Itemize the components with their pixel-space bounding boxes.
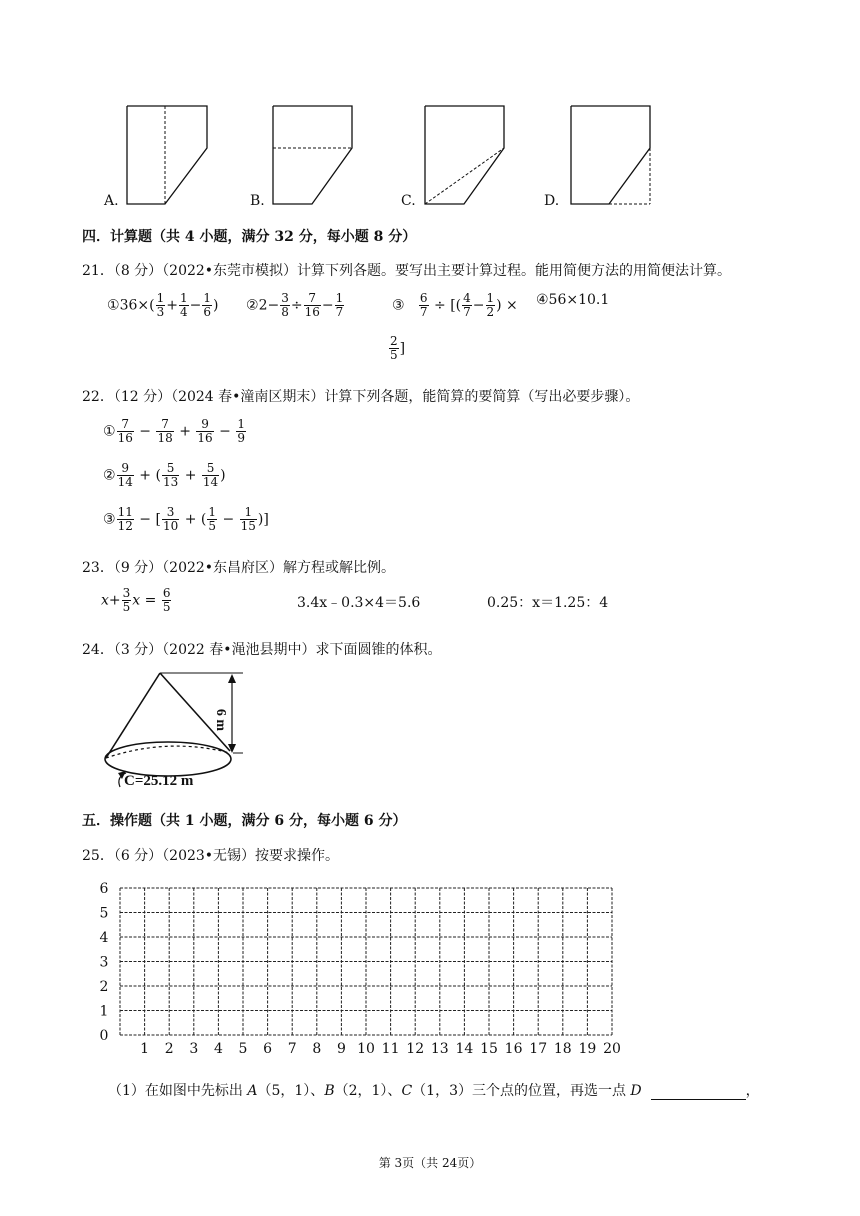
cone-height-label: 6 m (213, 708, 229, 732)
y-tick-label: 2 (99, 979, 109, 995)
x-tick-label: 15 (480, 1041, 498, 1057)
figure-a (127, 106, 207, 204)
coordinate-grid (98, 875, 628, 1060)
x-tick-label: 13 (430, 1041, 449, 1057)
figure-c (425, 106, 504, 204)
q21-expr-1: ①36×( $\frac{1}{3}$ + $\frac{1}{4}$ − $\frac{1}{6}$ ) (107, 291, 219, 319)
q21-stem: 21．（8 分）（2022•东莞市模拟）计算下列各题。要写出主要计算过程。能用简便方法的用简便法计算。 (82, 263, 732, 279)
page-footer: 第 3页（共 24页） (378, 1156, 482, 1170)
q21-expr-3: ③ $\frac{6}{7}$ ÷ [( $\frac{4}{7}$ − $\frac{1}{2}$ ) × (392, 291, 518, 319)
q23-eq-3: 0.25：x＝1.25：4 (487, 595, 609, 611)
x-tick-label: 4 (213, 1041, 223, 1057)
y-tick-label: 1 (99, 1003, 109, 1020)
fold-figures (95, 100, 675, 215)
x-tick-label: 7 (287, 1041, 297, 1057)
x-tick-label: 17 (529, 1041, 548, 1057)
y-tick-label: 0 (99, 1028, 109, 1044)
option-d-label: D. (544, 193, 560, 209)
figure-d (571, 106, 650, 204)
x-tick-label: 19 (578, 1041, 597, 1057)
option-a-label: A. (104, 193, 119, 209)
x-tick-label: 12 (406, 1041, 425, 1057)
x-tick-label: 6 (263, 1041, 273, 1057)
q23-eq-1: x+ $\frac{3}{5}$ x = $\frac{6}{5}$ (101, 586, 171, 614)
x-tick-label: 8 (312, 1041, 322, 1057)
x-tick-label: 2 (164, 1041, 174, 1057)
option-c-label: C. (401, 193, 416, 209)
q24-stem: 24．（3 分）（2022 春•渑池县期中）求下面圆锥的体积。 (82, 642, 442, 658)
q23-stem: 23．（9 分）（2022•东昌府区）解方程或解比例。 (82, 560, 396, 576)
x-tick-label: 16 (504, 1041, 523, 1057)
q22-expr-2: ② $\frac{9}{14}$ + ( $\frac{5}{13}$ + $\frac{5}{14}$ ) (103, 461, 226, 489)
option-b-label: B. (250, 193, 265, 209)
q21-expr-4: ④56×10.1 (536, 292, 610, 308)
x-tick-label: 11 (381, 1041, 400, 1057)
q25-stem: 25．（6 分）（2023•无锡）按要求操作。 (82, 848, 340, 864)
y-tick-label: 6 (99, 881, 109, 897)
q25-part-1: （1）在如图中先标出 A（5，1）、B（2，1）、C（1，3）三个点的位置，再选一点 D ， (108, 1083, 760, 1099)
y-tick-label: 5 (99, 905, 109, 922)
answer-blank-d[interactable] (651, 1085, 746, 1100)
x-tick-label: 9 (336, 1041, 346, 1057)
q22-expr-3: ③ $\frac{11}{12}$ − [ $\frac{3}{10}$ + ( $\frac{1}{5}$ − $\frac{1}{15}$ )] (103, 505, 269, 533)
q23-eq-2: 3.4x﹣0.3×4＝5.6 (297, 595, 421, 611)
cone-height-label-wrap (213, 697, 243, 747)
x-tick-label: 1 (140, 1041, 150, 1057)
x-tick-label: 5 (238, 1041, 248, 1057)
x-tick-label: 10 (357, 1041, 375, 1057)
x-tick-label: 3 (189, 1041, 199, 1057)
q22-stem: 22．（12 分）（2024 春•潼南区期末）计算下列各题，能简算的要简算（写出必要步骤）。 (82, 389, 640, 405)
cone-circumference-label: C=25.12 m (124, 773, 194, 789)
figure-b (273, 106, 352, 204)
q21-expr-2: ②2− $\frac{3}{8}$ ÷ $\frac{7}{16}$ − $\frac{1}{7}$ (246, 291, 344, 319)
x-tick-label: 14 (455, 1041, 474, 1057)
x-tick-label: 18 (553, 1041, 572, 1057)
y-tick-label: 4 (99, 930, 109, 946)
q21-expr-3-cont: $\frac{2}{5}$ ] (390, 334, 406, 362)
section-5-title: 五．操作题（共 1 小题，满分 6 分，每小题 6 分） (82, 813, 407, 829)
x-tick-label: 20 (603, 1041, 621, 1057)
section-4-title: 四．计算题（共 4 小题，满分 32 分，每小题 8 分） (82, 229, 417, 245)
q22-expr-1: ① $\frac{7}{16}$ − $\frac{7}{18}$ + $\frac{9}{16}$ − $\frac{1}{9}$ (103, 417, 245, 445)
y-tick-label: 3 (99, 954, 109, 971)
